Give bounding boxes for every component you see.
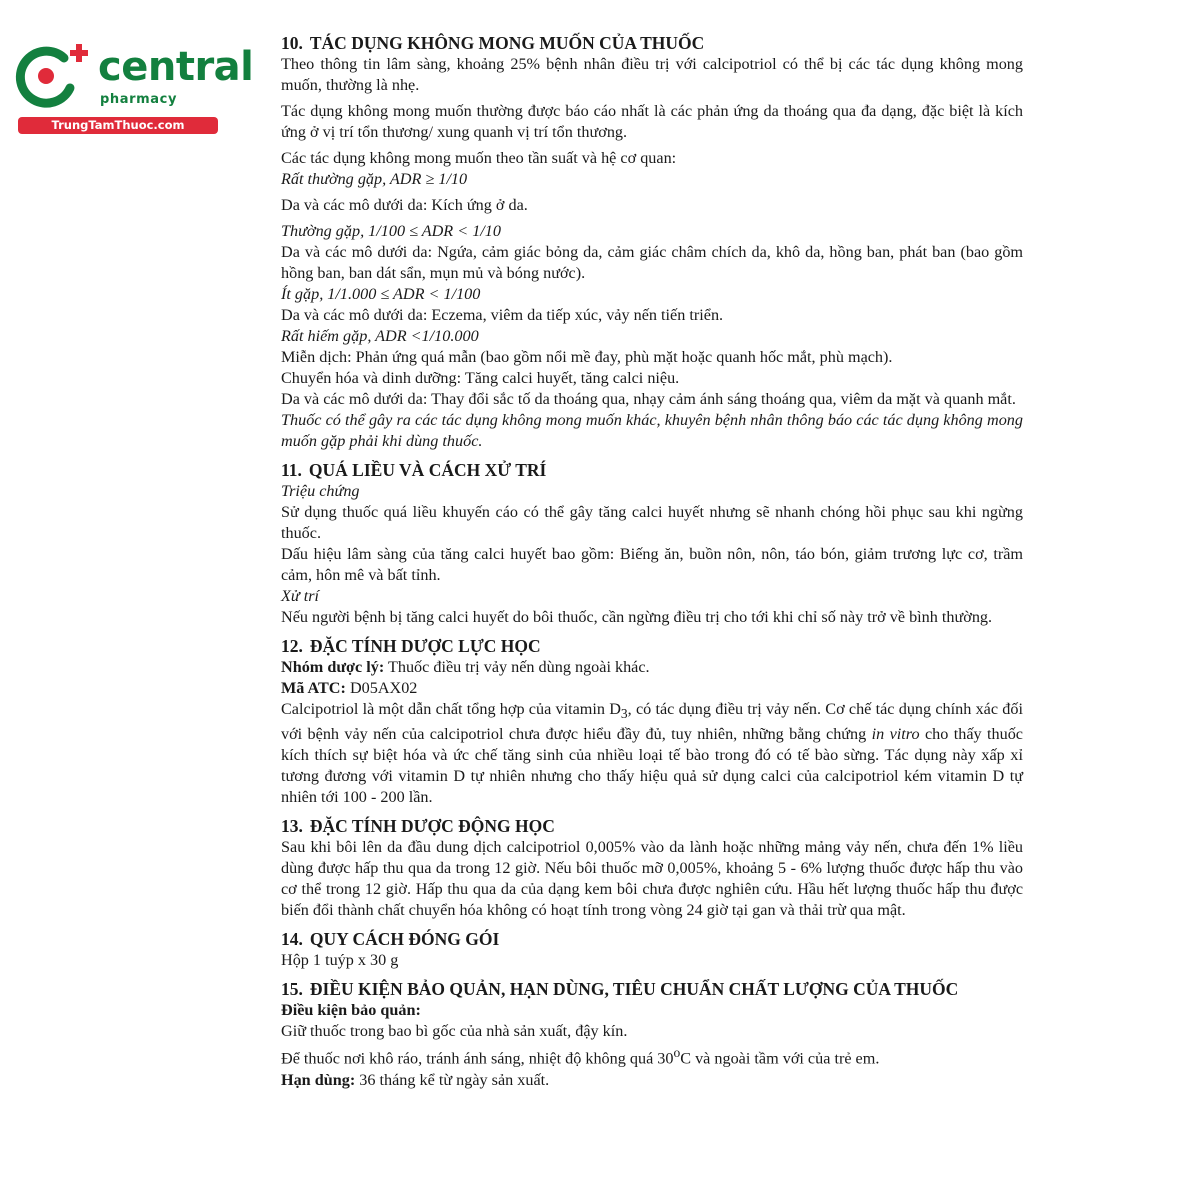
section-number: 11. xyxy=(281,460,302,480)
subheading: Xử trí xyxy=(281,587,320,605)
paragraph: Giữ thuốc trong bao bì gốc của nhà sản xuất, đậy kín. xyxy=(281,1022,628,1041)
text-run: C và ngoài tầm với của trẻ em. xyxy=(680,1049,880,1068)
section-11-heading xyxy=(281,459,1023,481)
section-13-heading xyxy=(281,815,1023,837)
paragraph: Dấu hiệu lâm sàng của tăng calci huyết bao gồm: Biếng ăn, buồn nôn, nôn, táo bón, giảm trương lực cơ, trầm cảm, hôn mê và bất tỉnh. xyxy=(281,545,1023,584)
expiry xyxy=(281,1070,1023,1091)
frequency-label: Rất thường gặp, ADR ≥ 1/10 xyxy=(281,170,468,188)
text-run: , có tác dụng điều trị vảy nến. Cơ chế tác dụng chính xác đối với bệnh vảy nến của calcipotriol chưa được hiểu đầy đủ, tuy nhiên, những bằng chứng xyxy=(281,700,1023,744)
paragraph xyxy=(281,699,1023,808)
section-number: 13. xyxy=(281,816,303,837)
section-number: 14. xyxy=(281,929,303,950)
paragraph: Sử dụng thuốc quá liều khuyến cáo có thể gây tăng calci huyết nhưng sẽ nhanh chóng hồi phục sau khi ngừng thuốc. xyxy=(281,503,1023,542)
section-number: 10. xyxy=(281,33,303,53)
paragraph: Miễn dịch: Phản ứng quá mẫn (bao gồm nổi mề đay, phù mặt hoặc quanh hốc mắt, phù mạch). xyxy=(281,348,893,366)
paragraph: Theo thông tin lâm sàng, khoảng 25% bệnh nhân điều trị với calcipotriol có thể bị các tác dụng không mong muốn, thường là nhẹ. xyxy=(281,55,1023,94)
storage-label: Điều kiện bảo quản: xyxy=(281,1001,421,1020)
field-label: Nhóm dược lý: xyxy=(281,658,385,676)
section-title: QUY CÁCH ĐÓNG GÓI xyxy=(309,929,500,950)
italic-term: in vitro xyxy=(871,725,920,744)
section-14-heading xyxy=(281,928,1023,950)
paragraph: Da và các mô dưới da: Ngứa, cảm giác bỏng da, cảm giác châm chích da, khô da, hồng ban, phát ban (bao gồm hồng ban, ban dát sẩn, mụn mủ và bóng nước). xyxy=(281,243,1023,282)
paragraph: Da và các mô dưới da: Eczema, viêm da tiếp xúc, vảy nến tiến triển. xyxy=(281,306,724,324)
brand-url: TrungTamThuoc.com xyxy=(18,117,218,134)
paragraph: Da và các mô dưới da: Thay đổi sắc tố da thoáng qua, nhạy cảm ánh sáng thoáng qua, viêm da mặt và quanh mắt. xyxy=(281,390,1016,408)
subscript: 3 xyxy=(620,706,628,722)
section-title: TÁC DỤNG KHÔNG MONG MUỐN CỦA THUỐC xyxy=(309,33,705,53)
text-run: Calcipotriol là một dẫn chất tổng hợp của vitamin D xyxy=(281,700,621,718)
pharmacologic-group xyxy=(281,657,1023,678)
frequency-label: Rất hiếm gặp, ADR <1/10.000 xyxy=(281,327,479,345)
paragraph: Chuyển hóa và dinh dưỡng: Tăng calci huyết, tăng calci niệu. xyxy=(281,369,680,387)
field-label: Mã ATC: xyxy=(281,679,346,697)
section-number: 15. xyxy=(281,979,303,1000)
frequency-label: Ít gặp, 1/1.000 ≤ ADR < 1/100 xyxy=(281,285,481,303)
document-body xyxy=(281,32,1023,1091)
section-12-heading xyxy=(281,635,1023,657)
field-label: Hạn dùng: xyxy=(281,1070,356,1089)
paragraph xyxy=(281,1042,1023,1069)
paragraph: Da và các mô dưới da: Kích ứng ở da. xyxy=(281,196,528,214)
subheading: Triệu chứng xyxy=(281,482,360,500)
section-10-heading xyxy=(281,32,1023,54)
section-title: ĐẶC TÍNH DƯỢC ĐỘNG HỌC xyxy=(309,816,555,837)
brand-name: central xyxy=(98,44,254,90)
paragraph: Hộp 1 tuýp x 30 g xyxy=(281,951,399,970)
text-run: Để thuốc nơi khô ráo, tránh ánh sáng, nhiệt độ không quá 30 xyxy=(281,1049,674,1068)
pharmacy-logo[interactable] xyxy=(10,38,254,138)
section-title: ĐIỀU KIỆN BẢO QUẢN, HẠN DÙNG, TIÊU CHUẨN CHẤT LƯỢNG CỦA THUỐC xyxy=(309,979,959,1000)
note-paragraph: Thuốc có thể gây ra các tác dụng không mong muốn khác, khuyên bệnh nhân thông báo các tác dụng không mong muốn gặp phải khi dùng thuốc. xyxy=(281,411,1023,450)
paragraph: Sau khi bôi lên da đầu dung dịch calcipotriol 0,005% vào da lành hoặc những mảng vảy nến, chưa đến 1% liều dùng được hấp thu qua da trong 12 giờ. Nếu bôi thuốc mỡ 0,005%, khoảng 5 - 6% lượng thuốc được hấp thu vào cơ thể trong 12 giờ. Hấp thu qua da của dạng kem bôi chưa được nghiên cứu. Hầu hết lượng thuốc hấp thu được biến đổi thành chất chuyển hóa không có hoạt tính trong vòng 24 giờ tại gan và thải trừ qua mật. xyxy=(281,838,1023,920)
field-value: 36 tháng kể từ ngày sản xuất. xyxy=(355,1070,550,1089)
paragraph: Nếu người bệnh bị tăng calci huyết do bôi thuốc, cần ngừng điều trị cho tới khi chỉ số này trở về bình thường. xyxy=(281,608,993,626)
brand-subtitle: pharmacy xyxy=(100,92,178,107)
text-run: cho thấy thuốc kích thích sự biệt hóa và ức chế tăng sinh của nhiều loại tế bào trong đó có tế bào sừng. Tác dụng này xấp xỉ tương đương với vitamin D tự nhiên nhưng cho thấy hiệu quả sử dụng calci của calcipotriol kém vitamin D tự nhiên tới 100 - 200 lần. xyxy=(281,725,1023,807)
frequency-label: Thường gặp, 1/100 ≤ ADR < 1/10 xyxy=(281,222,501,240)
paragraph: Các tác dụng không mong muốn theo tần suất và hệ cơ quan: xyxy=(281,149,677,167)
section-number: 12. xyxy=(281,636,303,656)
superscript: o xyxy=(673,1045,681,1061)
field-value: D05AX02 xyxy=(345,679,418,697)
section-title: ĐẶC TÍNH DƯỢC LỰC HỌC xyxy=(309,636,541,656)
paragraph: Tác dụng không mong muốn thường được báo cáo nhất là các phản ứng da thoáng qua đa dạng, đặc biệt là kích ứng ở vị trí tổn thương/ xung quanh vị trí tổn thương. xyxy=(281,102,1023,141)
central-pharmacy-logo-icon xyxy=(10,38,90,118)
atc-code xyxy=(281,678,1023,699)
field-value: Thuốc điều trị vảy nến dùng ngoài khác. xyxy=(384,658,650,676)
section-15-heading xyxy=(281,978,1023,1000)
section-title: QUÁ LIỀU VÀ CÁCH XỬ TRÍ xyxy=(308,460,547,480)
